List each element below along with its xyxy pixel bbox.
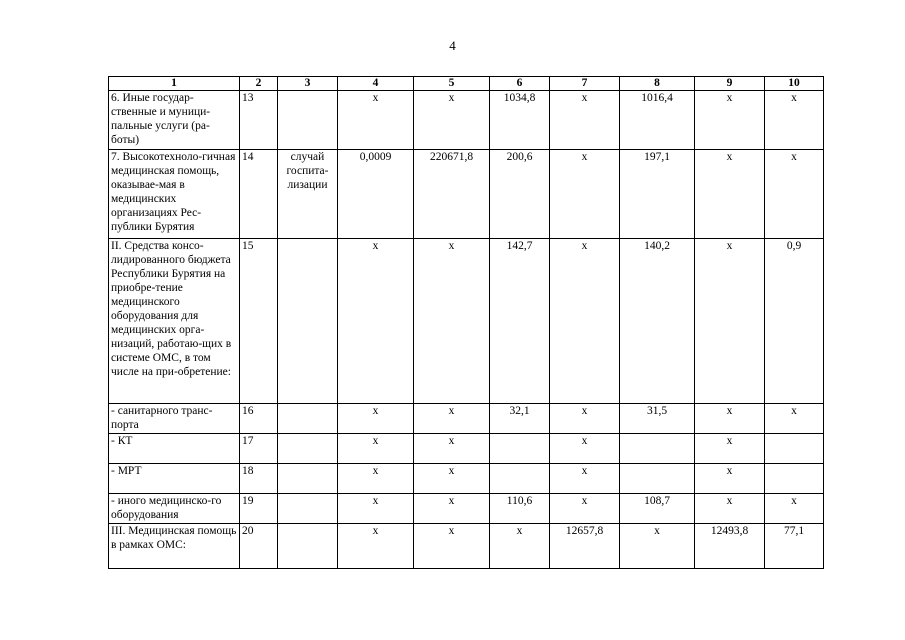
column-header-5: 5 [414, 77, 490, 91]
row-col-6: 32,1 [490, 404, 550, 434]
row-description: III. Медицинская помощь в рамках ОМС: [109, 524, 240, 569]
row-col-10: 77,1 [765, 524, 824, 569]
row-col-10: 0,9 [765, 239, 824, 404]
row-unit [278, 404, 338, 434]
row-col-5: х [414, 404, 490, 434]
row-description: - иного медицинско-го оборудования [109, 494, 240, 524]
row-col-4: х [338, 464, 414, 494]
row-col-7: х [550, 404, 620, 434]
row-col-5: х [414, 239, 490, 404]
page-number: 4 [449, 38, 456, 53]
table-row [109, 91, 824, 150]
row-col-8: 1016,4 [620, 91, 695, 150]
table-row [109, 524, 824, 569]
row-unit: случай госпита-лизации [278, 150, 338, 239]
row-col-7: х [550, 150, 620, 239]
table-row [109, 150, 824, 239]
row-col-6: х [490, 524, 550, 569]
table-row [109, 434, 824, 464]
table-row [109, 239, 824, 404]
row-col-7: х [550, 434, 620, 464]
row-col-6: 1034,8 [490, 91, 550, 150]
row-col-4: х [338, 434, 414, 464]
row-line-number: 16 [240, 404, 278, 434]
table-row [109, 404, 824, 434]
row-col-8: 31,5 [620, 404, 695, 434]
row-col-4: х [338, 404, 414, 434]
column-header-6: 6 [490, 77, 550, 91]
row-col-4: х [338, 494, 414, 524]
row-col-5: х [414, 434, 490, 464]
row-line-number: 17 [240, 434, 278, 464]
row-unit [278, 524, 338, 569]
row-unit [278, 464, 338, 494]
row-col-8: х [620, 524, 695, 569]
table-row [109, 464, 824, 494]
row-line-number: 20 [240, 524, 278, 569]
row-col-5: х [414, 464, 490, 494]
row-col-8: 140,2 [620, 239, 695, 404]
row-col-9: х [695, 91, 765, 150]
row-col-5: 220671,8 [414, 150, 490, 239]
column-header-7: 7 [550, 77, 620, 91]
column-header-3: 3 [278, 77, 338, 91]
column-header-1: 1 [109, 77, 240, 91]
column-header-8: 8 [620, 77, 695, 91]
row-col-4: х [338, 91, 414, 150]
row-description: - КТ [109, 434, 240, 464]
row-col-10: х [765, 404, 824, 434]
column-header-9: 9 [695, 77, 765, 91]
row-description: II. Средства консо-лидированного бюджета Республики Бурятия на приобре-тение медицинского оборудования для медицинских орга-низаций, работаю-щих в системе ОМС, в том числе на при-обретение: [109, 239, 240, 404]
row-col-6: 110,6 [490, 494, 550, 524]
column-header-4: 4 [338, 77, 414, 91]
row-col-8 [620, 464, 695, 494]
row-col-9: х [695, 464, 765, 494]
row-col-6: 200,6 [490, 150, 550, 239]
row-col-5: х [414, 494, 490, 524]
row-col-10: х [765, 150, 824, 239]
row-col-9: 12493,8 [695, 524, 765, 569]
row-line-number: 19 [240, 494, 278, 524]
column-header-2: 2 [240, 77, 278, 91]
row-line-number: 14 [240, 150, 278, 239]
row-unit [278, 434, 338, 464]
row-col-8: 197,1 [620, 150, 695, 239]
row-unit [278, 91, 338, 150]
row-col-10: х [765, 494, 824, 524]
row-col-5: х [414, 91, 490, 150]
row-col-4: 0,0009 [338, 150, 414, 239]
row-description: - МРТ [109, 464, 240, 494]
row-line-number: 18 [240, 464, 278, 494]
row-col-7: х [550, 494, 620, 524]
row-col-9: х [695, 150, 765, 239]
header-row [109, 77, 824, 91]
row-col-8: 108,7 [620, 494, 695, 524]
row-col-6 [490, 434, 550, 464]
row-unit [278, 239, 338, 404]
row-col-9: х [695, 494, 765, 524]
row-col-10 [765, 464, 824, 494]
row-col-7: х [550, 464, 620, 494]
row-col-9: х [695, 239, 765, 404]
row-col-10 [765, 434, 824, 464]
row-col-10: х [765, 91, 824, 150]
row-col-9: х [695, 404, 765, 434]
column-header-10: 10 [765, 77, 824, 91]
row-col-4: х [338, 524, 414, 569]
row-unit [278, 494, 338, 524]
row-description: - санитарного транс-порта [109, 404, 240, 434]
row-line-number: 15 [240, 239, 278, 404]
row-col-7: 12657,8 [550, 524, 620, 569]
row-col-4: х [338, 239, 414, 404]
row-col-5: х [414, 524, 490, 569]
row-col-7: х [550, 91, 620, 150]
row-col-6 [490, 464, 550, 494]
data-table [108, 76, 824, 569]
row-line-number: 13 [240, 91, 278, 150]
row-description: 7. Высокотехноло-гичная медицинская помощь, оказывае-мая в медицинских организациях Рес-публики Бурятия [109, 150, 240, 239]
row-col-9: х [695, 434, 765, 464]
row-col-8 [620, 434, 695, 464]
row-col-6: 142,7 [490, 239, 550, 404]
row-col-7: х [550, 239, 620, 404]
row-description: 6. Иные государ-ственные и муници-пальные услуги (ра-боты) [109, 91, 240, 150]
table-row [109, 494, 824, 524]
